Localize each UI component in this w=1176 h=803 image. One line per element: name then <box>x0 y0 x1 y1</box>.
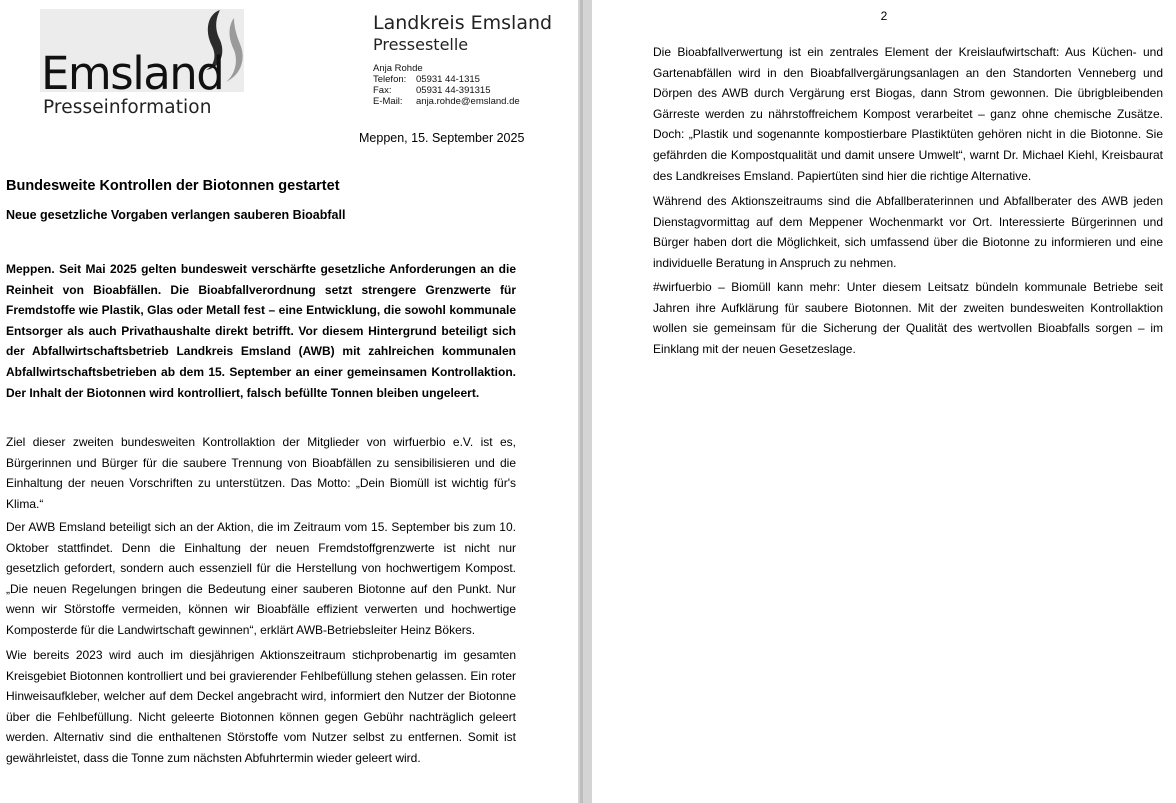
body-paragraph: Die Bioabfallverwertung ist ein zentrales Element der Kreislaufwirtschaft: Aus Küchen- und Gartenabfällen wird in den Bioabfallvergärungsanlagen an den Standorten Venneberg und Dörpen des AWB durch Vergärung erst Biogas, dann Strom gewonnen. Die übrigbleibenden Gärreste werden zu nährstoffreichem Kompost verarbeitet – ganz ohne chemische Zusätze. Doch: „Plastik und sogenannte kompostierbare Plastiktüten gehören nicht in die Biotonne. Sie gefährden die Kompostqualität und damit unsere Umwelt“, warnt Dr. Michael Kiehl, Kreisbaurat des Landkreises Emsland. Papiertüten sind hier die richtige Alternative. <box>653 45 1163 183</box>
document-page-1 <box>0 0 578 803</box>
fax-value: 05931 44-391315 <box>416 85 491 96</box>
phone-value: 05931 44-1315 <box>416 74 480 85</box>
body-paragraph: Wie bereits 2023 wird auch im diesjährigen Aktionszeitraum stichprobenartig im gesamten Kreisgebiet Biotonnen kontrolliert und bei gravierender Fehlbefüllung stehen gelassen. Ein roter Hinweisaufkleber, welcher auf dem Deckel angebracht wird, informiert den Nutzer der Biotonne über die Fehlbefüllung. Nicht geleerte Biotonnen können gegen Gebühr nachträglich geleert werden. Alternativ sind die enthaltenen Störstoffe vom Nutzer selbst zu entfernen. Somit ist gewährleistet, dass die Tonne zum nächsten Abfuhrtermin wieder geleert wird. <box>6 648 516 765</box>
logo-wordmark: Emsland <box>41 47 224 100</box>
phone-label: Telefon: <box>373 74 407 85</box>
body-paragraph: #wirfuerbio – Biomüll kann mehr: Unter diesem Leitsatz bündeln kommunale Betriebe seit Jahren ihre Aufklärung für saubere Biotonnen. Mit der zweiten bundesweiten Kontrollaktion wollen sie gemeinsam für die Sicherung der Qualität des wertvollen Bioabfalls sorgen – im Einklang mit der neuen Gesetzeslage. <box>653 280 1163 356</box>
body-paragraph: Ziel dieser zweiten bundesweiten Kontrollaktion der Mitglieder von wirfuerbio e.V. ist es, Bürgerinnen und Bürger für die saubere Trennung von Bioabfällen zu sensibilisieren und die Einhaltung der neuen Vorschriften zu unterstützen. Das Motto: „Dein Biomüll ist wichtig für's Klima.“ <box>6 435 516 511</box>
body-paragraph: Während des Aktionszeitraums sind die Abfallberaterinnen und Abfallberater des AWB jeden Dienstagvormittag auf dem Meppener Wochenmarkt vor Ort. Interessierte Bürgerinnen und Bürger haben dort die Möglichkeit, sich umfassend über die Biotonne zu informieren und eine individuelle Beratung in Anspruch zu nehmen. <box>653 194 1163 270</box>
email-value: anja.rohde@emsland.de <box>416 96 520 107</box>
fax-label: Fax: <box>373 85 392 96</box>
contact-name: Anja Rohde <box>373 63 423 74</box>
email-label: E-Mail: <box>373 96 403 107</box>
press-headline: Bundesweite Kontrollen der Biotonnen gestartet <box>6 178 340 194</box>
page-number: 2 <box>880 9 888 23</box>
page-separator <box>578 0 592 803</box>
organization-name: Landkreis Emsland <box>373 12 553 34</box>
dateline: Meppen, 15. September 2025 <box>359 131 525 145</box>
press-subheadline: Neue gesetzliche Vorgaben verlangen sauberen Bioabfall <box>6 208 346 222</box>
contact-block <box>373 63 520 107</box>
body-paragraph: Der AWB Emsland beteiligt sich an der Aktion, die im Zeitraum vom 15. September bis zum 10. Oktober stattfindet. Denn die Einhaltung der neuen Fremdstoffgrenzwerte ist nicht nur gesetzlich gefordert, sondern auch essenziell für die Herstellung von hochwertigem Kompost. „Die neuen Regelungen bringen die Bedeutung einer sauberen Biotonne auf den Punkt. Nur wenn wir Störstoffe vermeiden, können wir Bioabfälle effizient verwerten und hochwertige Komposterde für die Landwirtschaft gewinnen“, erklärt AWB-Betriebsleiter Heinz Bökers. <box>6 520 516 637</box>
lead-paragraph: Meppen. Seit Mai 2025 gelten bundesweit verschärfte gesetzliche Anforderungen an die Reinheit von Bioabfällen. Die Bioabfallverordnung setzt strengere Grenzwerte für Fremdstoffe wie Plastik, Glas oder Metall fest – eine Entwicklung, die sowohl kommunale Entsorger als auch Privathaushalte direkt betrifft. Vor diesem Hintergrund beteiligt sich der Abfallwirtschaftsbetrieb Landkreis Emsland (AWB) mit zahlreichen kommunalen Abfallwirtschaftsbetrieben ab dem 15. September an einer gemeinsamen Kontrollaktion. Der Inhalt der Biotonnen wird kontrolliert, falsch befüllte Tonnen bleiben ungeleert. <box>6 262 516 400</box>
document-page-2 <box>592 0 1176 803</box>
department-name: Pressestelle <box>373 35 469 54</box>
logo-subtitle: Presseinformation <box>43 97 212 118</box>
